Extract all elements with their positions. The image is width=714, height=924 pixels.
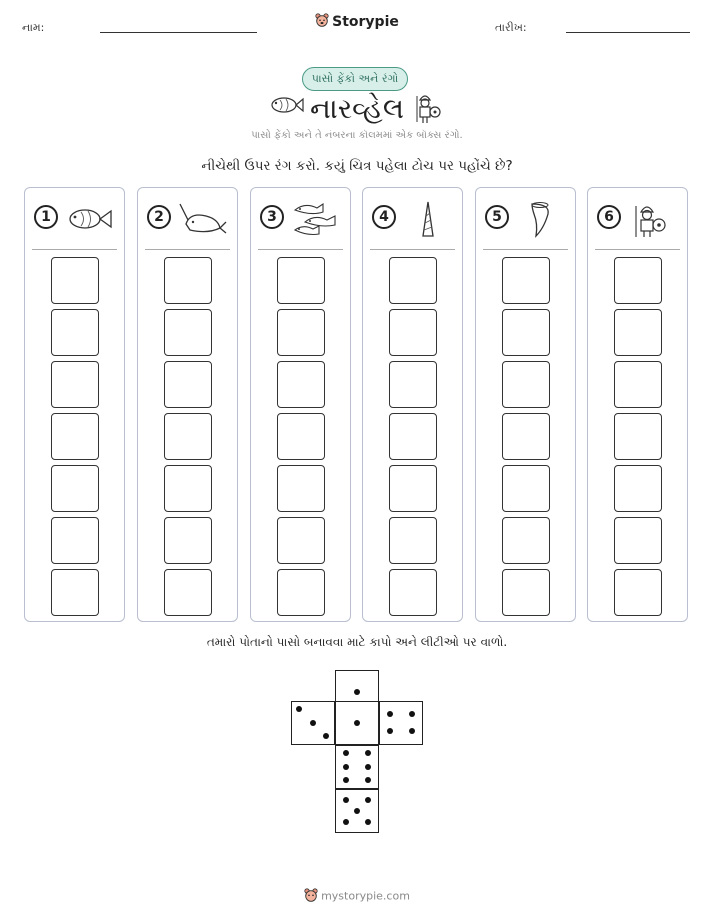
color-box[interactable]	[51, 517, 99, 564]
die-pip	[365, 819, 371, 825]
column-number: 1	[34, 205, 58, 229]
die-pip	[354, 720, 360, 726]
question-text: નીચેથી ઉપર રંગ કરો. કયું ચિત્ર પહેલા ટોચ પર પહોંચે છે?	[201, 158, 513, 174]
color-box[interactable]	[389, 413, 437, 460]
column-divider	[32, 249, 117, 250]
color-box[interactable]	[277, 257, 325, 304]
viking-decoration-icon	[414, 90, 442, 128]
die-pip	[365, 750, 371, 756]
column-header	[588, 200, 687, 238]
color-box[interactable]	[164, 465, 212, 512]
flatfish-icon	[65, 200, 115, 238]
column-number: 5	[485, 205, 509, 229]
column-number: 6	[597, 205, 621, 229]
page-title: નારવ્હેલ	[309, 92, 405, 125]
color-box[interactable]	[614, 309, 662, 356]
color-box[interactable]	[277, 309, 325, 356]
color-box[interactable]	[164, 257, 212, 304]
color-box[interactable]	[502, 257, 550, 304]
die-pip	[387, 711, 393, 717]
die-face-4	[379, 701, 423, 745]
column-divider	[145, 249, 230, 250]
name-line	[100, 32, 257, 33]
color-box[interactable]	[614, 517, 662, 564]
die-pip	[354, 808, 360, 814]
color-box[interactable]	[389, 257, 437, 304]
color-box[interactable]	[389, 361, 437, 408]
color-box[interactable]	[164, 309, 212, 356]
color-box[interactable]	[614, 413, 662, 460]
die-pip	[365, 777, 371, 783]
name-label: નામ:	[22, 21, 45, 34]
die-pip	[387, 728, 393, 734]
fish-school-icon	[291, 200, 341, 238]
viking-icon	[628, 200, 678, 238]
die-face-6	[335, 745, 379, 789]
color-box[interactable]	[277, 517, 325, 564]
horn-icon	[516, 200, 566, 238]
footer-url: mystorypie.com	[321, 889, 410, 903]
color-box[interactable]	[614, 465, 662, 512]
column-divider	[258, 249, 343, 250]
column-2	[137, 187, 238, 622]
die-pip	[409, 711, 415, 717]
column-divider	[483, 249, 568, 250]
column-header	[25, 200, 124, 238]
color-box[interactable]	[502, 465, 550, 512]
die-face-3	[291, 701, 335, 745]
color-box[interactable]	[502, 517, 550, 564]
color-box[interactable]	[502, 361, 550, 408]
color-box[interactable]	[51, 257, 99, 304]
die-pip	[323, 733, 329, 739]
die-face-1	[335, 701, 379, 745]
column-1	[24, 187, 125, 622]
column-6	[587, 187, 688, 622]
die-pip	[365, 764, 371, 770]
bear-footer-icon	[304, 888, 318, 905]
color-box[interactable]	[389, 309, 437, 356]
column-header	[138, 200, 237, 238]
color-box[interactable]	[164, 517, 212, 564]
color-box[interactable]	[164, 361, 212, 408]
die-face-5	[335, 789, 379, 833]
date-label: તારીખ:	[495, 21, 527, 34]
color-box[interactable]	[502, 413, 550, 460]
color-box[interactable]	[51, 569, 99, 616]
column-header	[363, 200, 462, 238]
color-box[interactable]	[389, 569, 437, 616]
die-pip	[310, 720, 316, 726]
color-box[interactable]	[614, 569, 662, 616]
die-pip	[296, 706, 302, 712]
footer	[0, 888, 714, 905]
color-box[interactable]	[51, 361, 99, 408]
die-pip	[354, 689, 360, 695]
brand-name: Storypie	[332, 14, 399, 30]
column-5	[475, 187, 576, 622]
die-pip	[343, 797, 349, 803]
die-pip	[343, 764, 349, 770]
narwhal-icon	[178, 200, 228, 238]
column-number: 2	[147, 205, 171, 229]
color-box[interactable]	[277, 465, 325, 512]
column-3	[250, 187, 351, 622]
color-box[interactable]	[502, 309, 550, 356]
color-box[interactable]	[502, 569, 550, 616]
date-line	[566, 32, 690, 33]
activity-pill: પાસો ફેંકો અને રંગો	[302, 67, 408, 91]
column-number: 3	[260, 205, 284, 229]
column-divider	[595, 249, 680, 250]
color-box[interactable]	[389, 465, 437, 512]
die-pip	[365, 797, 371, 803]
color-box[interactable]	[51, 309, 99, 356]
color-box[interactable]	[51, 413, 99, 460]
die-pip	[343, 777, 349, 783]
color-box[interactable]	[164, 413, 212, 460]
die-pip	[343, 819, 349, 825]
color-box[interactable]	[277, 413, 325, 460]
bear-logo-icon	[315, 13, 329, 31]
color-box[interactable]	[614, 257, 662, 304]
brand-logo	[0, 13, 714, 31]
color-box[interactable]	[277, 569, 325, 616]
die-pip	[343, 750, 349, 756]
color-box[interactable]	[614, 361, 662, 408]
column-number: 4	[372, 205, 396, 229]
column-divider	[370, 249, 455, 250]
column-header	[476, 200, 575, 238]
column-4	[362, 187, 463, 622]
cut-instruction: તમારો પોતાનો પાસો બનાવવા માટે કાપો અને લીટીઓ પર વાળો.	[206, 635, 508, 649]
instructions-subtitle: પાસો ફેંકો અને તે નંબરના કૉલમમાં એક બૉક્સ રંગો.	[251, 130, 463, 141]
column-header	[251, 200, 350, 238]
narwhal-tusk-icon	[403, 200, 453, 238]
color-box[interactable]	[164, 569, 212, 616]
color-box[interactable]	[51, 465, 99, 512]
color-box[interactable]	[277, 361, 325, 408]
color-box[interactable]	[389, 517, 437, 564]
die-pip	[409, 728, 415, 734]
